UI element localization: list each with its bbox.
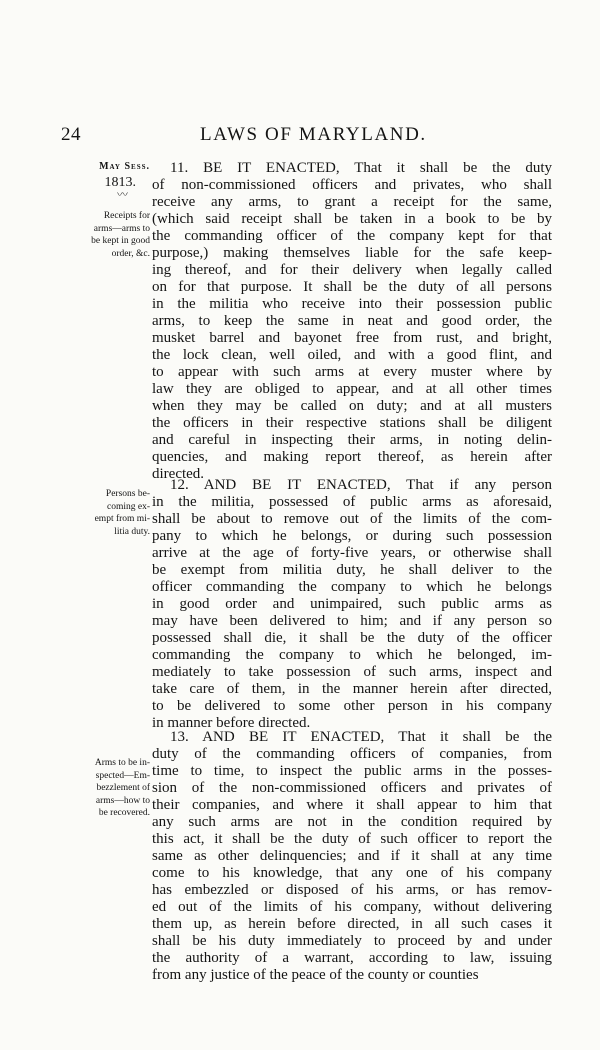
text-line: receive any arms, to grant a receipt for the same, (152, 194, 552, 210)
section-11 (152, 160, 552, 483)
text-line: (which said receipt shall be taken in a book to be by (152, 211, 552, 227)
text-line: to appear with such arms at every muster where by (152, 364, 552, 380)
text-line: ing thereof, and for their delivery when legally called (152, 262, 552, 278)
text-line: may have been delivered to him; and if any person so (152, 613, 552, 629)
text-line: take care of them, in the manner herein after directed, (152, 681, 552, 697)
text-line: same as other delinquencies; and if it shall at any time (152, 848, 552, 864)
margin-note-line: Arms to be in- (94, 758, 150, 768)
margin-note-line: Persons be- (105, 489, 150, 499)
session-ornament: 〰 (117, 188, 128, 201)
text-line: quencies, and making report thereof, as herein after (152, 449, 552, 465)
margin-note-line: coming ex- (106, 501, 150, 512)
text-line: commanding the company to which he belonged, im- (152, 647, 552, 663)
session-year: 1813. (104, 174, 136, 190)
text-line: arrive at the age of forty-five years, or otherwise shall (152, 545, 552, 561)
text-line: officer commanding the company to which he belongs (152, 579, 552, 595)
text-line: any such arms are not in the condition required by (152, 814, 552, 830)
text-line: them up, as herein before directed, in all such cases it (152, 916, 552, 932)
text-line: their companies, and where it shall appear to him that (152, 797, 552, 813)
session-label: May Sess. (99, 161, 150, 172)
text-line: duty of the commanding officers of companies, from (152, 746, 552, 762)
text-line: of non-commissioned officers and privates, who shall (152, 177, 552, 193)
text-line: mediately to take possession of such arms, inspect and (152, 664, 552, 680)
margin-note-line: be recovered. (98, 808, 150, 818)
text-line: sion of the non-commissioned officers and privates of (152, 780, 552, 796)
text-line: 11. BE IT ENACTED, That it shall be the duty (170, 160, 552, 176)
margin-note-line: litia duty. (114, 526, 150, 537)
margin-note-inspection (62, 757, 150, 820)
margin-note-line: arms—arms to (93, 223, 150, 234)
text-line: from any justice of the peace of the county or counties (152, 967, 479, 983)
text-line: in the militia who receive into their possession public (152, 296, 552, 312)
section-12 (152, 477, 552, 732)
text-line: when they may be called on duty; and at all musters (152, 398, 552, 414)
margin-note-receipts (62, 210, 150, 260)
text-line: the officers in their respective stations shall be diligent (152, 415, 552, 431)
text-line: pany to which he belongs, or during such possession (152, 528, 552, 544)
text-line: arms, to keep the same in neat and good order, the (152, 313, 552, 329)
text-line: shall be his duty immediately to proceed by and under (152, 933, 552, 949)
text-line: has embezzled or disposed of his arms, or has remov- (152, 882, 552, 898)
text-line: in manner before directed. (152, 715, 311, 731)
section-13 (152, 729, 552, 984)
text-line: ed out of the limits of his company, without delivering (152, 899, 552, 915)
text-line: directed. (152, 466, 205, 482)
text-line: the authority of a warrant, according to law, issuing (152, 950, 552, 966)
page-header (56, 124, 540, 146)
text-line: in good order and unimpaired, such public arms as (152, 596, 552, 612)
margin-note-line: Receipts for (103, 211, 150, 221)
text-line: law they are obliged to appear, and at all other times (152, 381, 552, 397)
margin-note-line: bezzlement of (96, 783, 150, 793)
text-line: shall be about to remove out of the limits of the com- (152, 511, 552, 527)
text-line: on for that purpose. It shall be the duty of all persons (152, 279, 552, 295)
running-title: LAWS OF MARYLAND. (200, 124, 427, 145)
margin-note-exempt (62, 488, 150, 538)
text-line: in the militia, possessed of public arms as aforesaid, (152, 494, 552, 510)
session-marker (62, 161, 150, 199)
margin-note-line: spected—Em- (95, 770, 150, 781)
text-line: 13. AND BE IT ENACTED, That it shall be the (170, 729, 552, 745)
text-line: purpose,) making themselves liable for the safe keep- (152, 245, 552, 261)
text-line: 12. AND BE IT ENACTED, That if any person (170, 477, 552, 493)
margin-note-line: arms—how to (95, 795, 150, 806)
text-line: come to his knowledge, that any one of his company (152, 865, 552, 881)
text-line: and careful in inspecting their arms, in noting delin- (152, 432, 552, 448)
margin-note-line: empt from mi- (94, 514, 150, 524)
text-line: this act, it shall be the duty of such officer to report the (152, 831, 552, 847)
text-line: be exempt from militia duty, he shall deliver to the (152, 562, 552, 578)
page-number: 24 (61, 124, 81, 145)
margin-note-line: be kept in good (91, 236, 150, 246)
text-line: the lock clean, well oiled, and with a good flint, and (152, 347, 552, 363)
text-line: time to time, to inspect the public arms in the posses- (152, 763, 552, 779)
text-line: possessed shall die, it shall be the duty of the officer (152, 630, 552, 646)
text-line: the commanding officer of the company kept for that (152, 228, 552, 244)
text-line: to be delivered to some other person in his company (152, 698, 552, 714)
text-line: musket barrel and bayonet free from rust, and bright, (152, 330, 552, 346)
margin-note-line: order, &c. (111, 248, 150, 259)
